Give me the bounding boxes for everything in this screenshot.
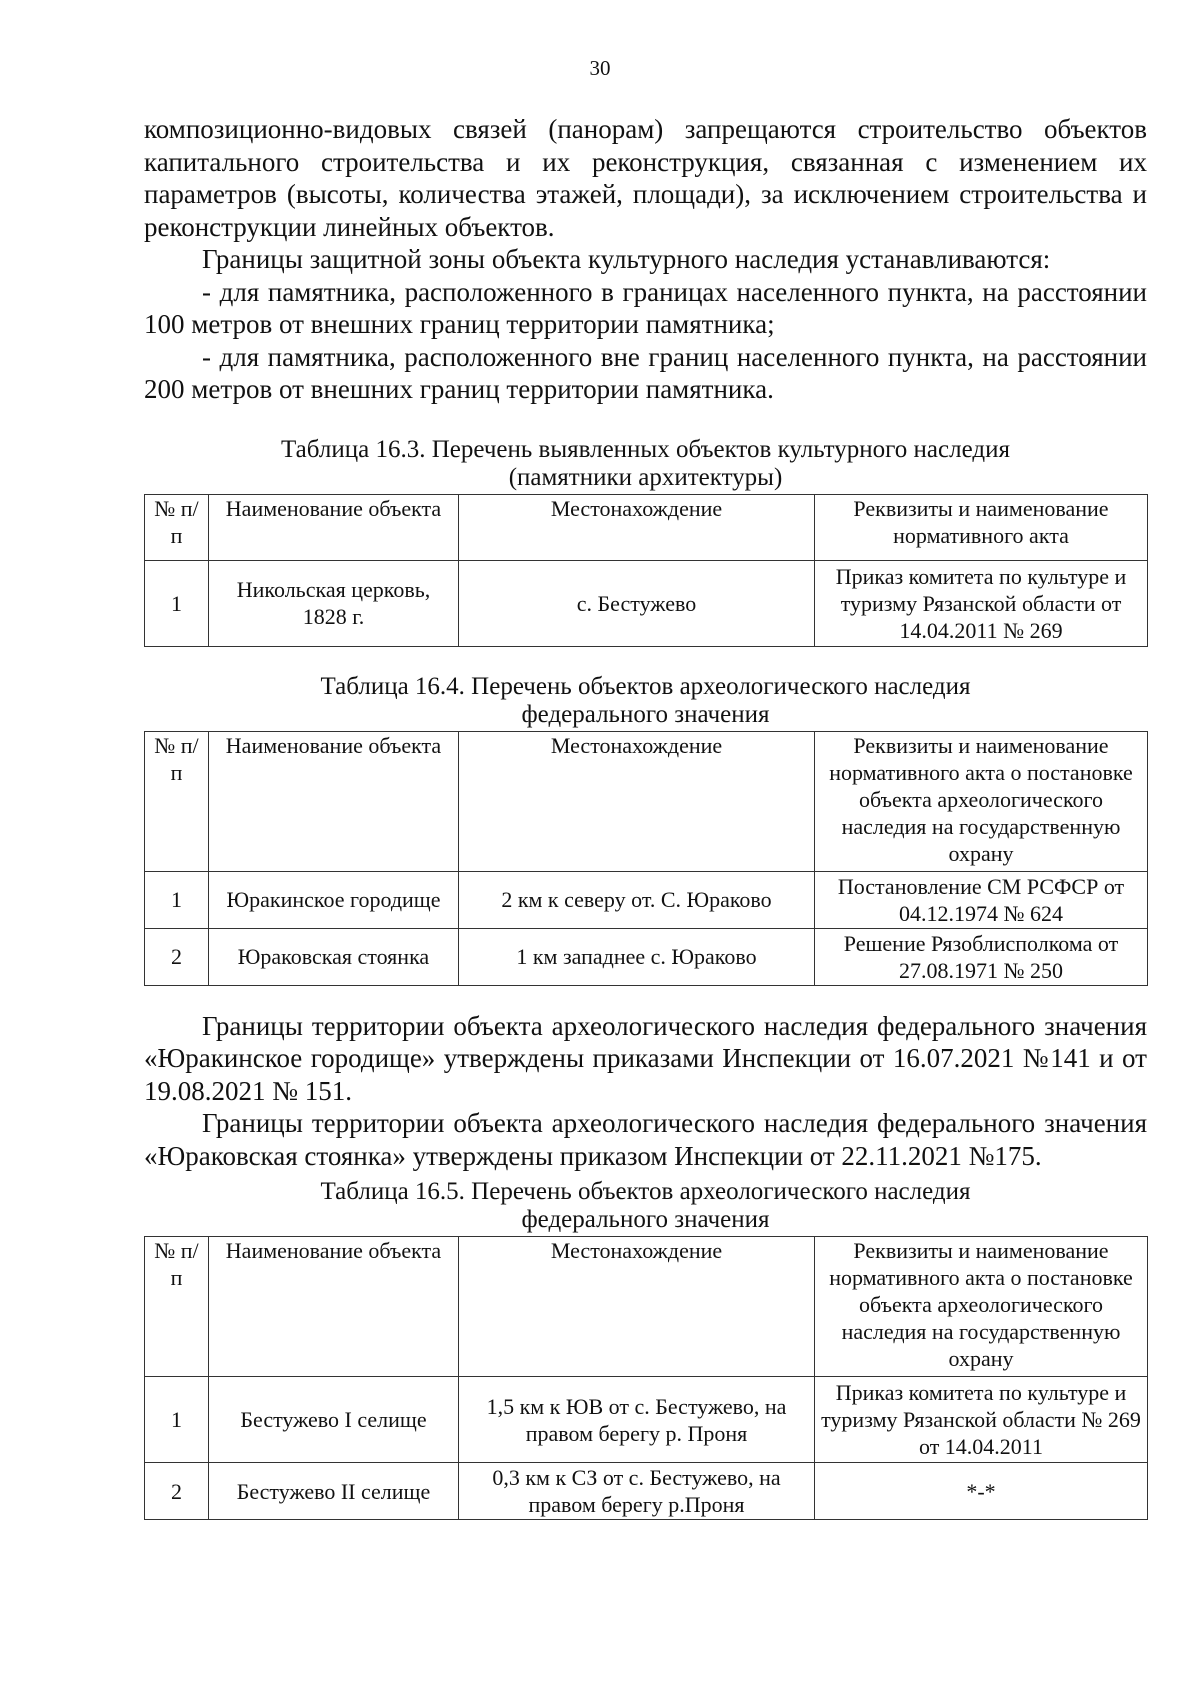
paragraph-jurakinskoe-boundaries: Границы территории объекта археологического наследия федерального значения «Юракинское городище» утверждены приказами Инспекции от 16.07.2021 №141 и от 19.08.2021 № 151. [144,1010,1147,1106]
cell-number: 2 [145,1463,209,1520]
table-16-3-caption-line2: (памятники архитектуры) [508,463,783,491]
cell-act: Приказ комитета по культуре и туризму Рязанской области от 14.04.2011 № 269 [815,560,1148,646]
table-16-5-caption-line2: федерального значения [521,1206,770,1233]
paragraph-jurakovskaya-boundaries: Границы территории объекта археологического наследия федерального значения «Юраковская стоянка» утверждены приказом Инспекции от 22.11.2021 №175. [144,1108,1147,1171]
header-number: № п/п [145,731,209,871]
cell-name: Юраковская стоянка [209,928,459,985]
cell-name: Бестужево II селище [209,1463,459,1520]
cell-act: Постановление СМ РСФСР от 04.12.1974 № 624 [815,871,1148,928]
document-body [144,113,1147,1520]
table-16-5 [144,1236,1148,1520]
paragraph-protection-zone-intro: Границы защитной зоны объекта культурного наследия устанавливаются: [202,244,1051,274]
cell-act: Приказ комитета по культуре и туризму Рязанской области № 269 от 14.04.2011 [815,1377,1148,1463]
header-name: Наименование объекта [209,731,459,871]
header-location: Местонахождение [459,494,815,560]
table-header-row [145,1237,1148,1377]
table-row [145,1463,1148,1520]
header-number: № п/п [145,494,209,560]
cell-location: 2 км к северу от. С. Юраково [459,871,815,928]
cell-location: 1 км западнее с. Юраково [459,928,815,985]
table-16-4-caption-line2: федерального значения [521,700,770,728]
paragraph-continuation: композиционно-видовых связей (панорам) запрещаются строительство объектов капитального строительства и их реконструкция, связанная с изменением их параметров (высоты, количества этажей, площади), за исключением строительства и реконструкции линейных объектов. [144,114,1147,242]
cell-location: 0,3 км к СЗ от с. Бестужево, на правом берегу р.Проня [459,1463,815,1520]
table-16-4-caption-line1: Таблица 16.4. Перечень объектов археологического наследия [320,672,971,700]
table-16-4 [144,731,1148,986]
table-header-row [145,731,1148,871]
table-header-row [145,494,1148,560]
cell-name: Никольская церковь, 1828 г. [209,560,459,646]
cell-number: 1 [145,560,209,646]
table-row [145,560,1148,646]
table-16-5-caption-line1: Таблица 16.5. Перечень объектов археологического наследия [320,1178,971,1205]
cell-number: 2 [145,928,209,985]
cell-name: Бестужево I селище [209,1377,459,1463]
table-16-3-caption-line1: Таблица 16.3. Перечень выявленных объектов культурного наследия [281,435,1010,463]
cell-location: с. Бестужево [459,560,815,646]
header-location: Местонахождение [459,731,815,871]
table-row [145,871,1148,928]
header-act: Реквизиты и наименование нормативного акта о постановке объекта археологического наследия на государственную охрану [815,1237,1148,1377]
header-name: Наименование объекта [209,1237,459,1377]
paragraph-zone-outside-settlement: - для памятника, расположенного вне границ населенного пункта, на расстоянии 200 метров от внешних границ территории памятника. [144,341,1147,404]
page-number: 30 [589,56,611,80]
table-16-5-caption [144,1178,1147,1234]
table-16-3 [144,494,1148,647]
header-number: № п/п [145,1237,209,1377]
cell-number: 1 [145,1377,209,1463]
spacer [144,986,1147,1010]
table-16-3-caption [144,436,1147,492]
table-16-4-caption [144,673,1147,729]
table-row [145,1377,1148,1463]
table-row [145,928,1148,985]
cell-act: *-* [815,1463,1148,1520]
cell-name: Юракинское городище [209,871,459,928]
header-act: Реквизиты и наименование нормативного акта о постановке объекта археологического наследия на государственную охрану [815,731,1148,871]
header-location: Местонахождение [459,1237,815,1377]
cell-number: 1 [145,871,209,928]
cell-location: 1,5 км к ЮВ от с. Бестужево, на правом берегу р. Проня [459,1377,815,1463]
cell-act: Решение Рязоблисполкома от 27.08.1971 № 250 [815,928,1148,985]
header-name: Наименование объекта [209,494,459,560]
header-act: Реквизиты и наименование нормативного акта [815,494,1148,560]
paragraph-zone-inside-settlement: - для памятника, расположенного в границах населенного пункта, на расстоянии 100 метров от внешних границ территории памятника; [144,276,1147,339]
